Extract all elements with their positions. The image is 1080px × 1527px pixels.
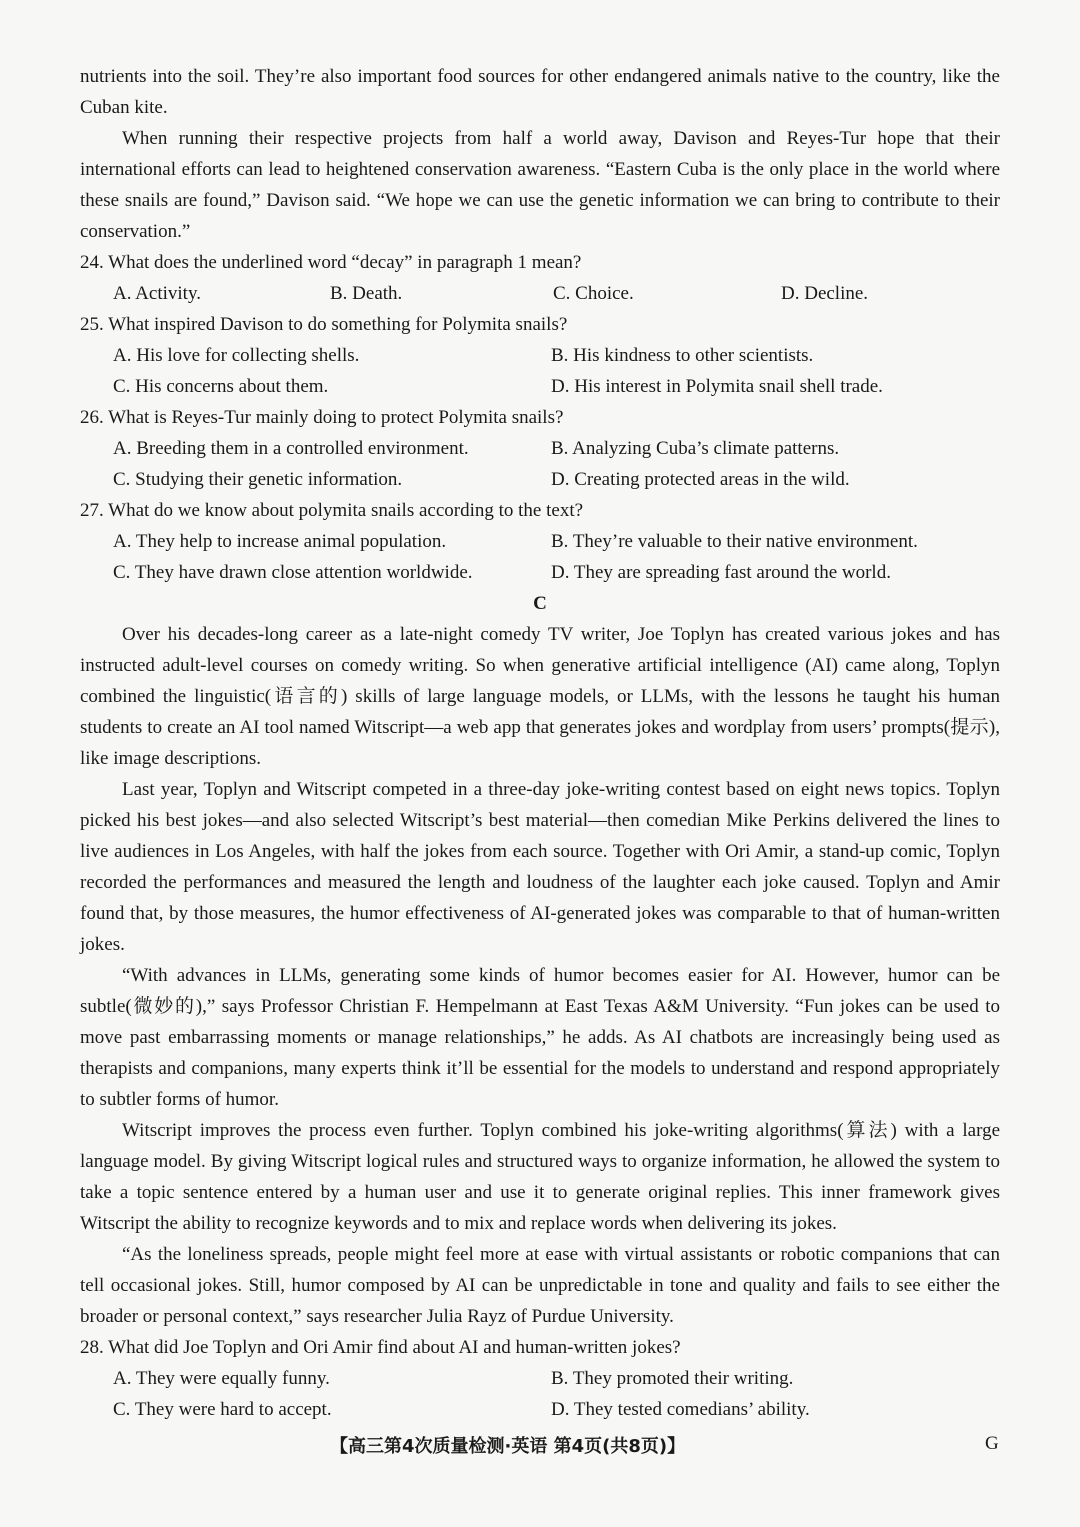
question-27-options: [80, 526, 1000, 588]
option-c: C. Studying their genetic information.: [113, 469, 403, 490]
passage-c-paragraph: “As the loneliness spreads, people might feel more at ease with virtual assistants or robotic companions that can tell occasional jokes. Still, humor composed by AI can be unpredictable in tone and quality and fails to see either the broader or personal context,” says researcher Julia Rayz of Purdue University.: [80, 1244, 1000, 1327]
option-a: A. Breeding them in a controlled environment.: [113, 438, 469, 459]
option-a: A. They were equally funny.: [113, 1368, 330, 1389]
option-b: B. They promoted their writing.: [551, 1368, 794, 1389]
option-c: C. They were hard to accept.: [113, 1399, 332, 1420]
option-d: D. They are spreading fast around the world.: [551, 562, 891, 583]
question-26-stem: 26. What is Reyes-Tur mainly doing to protect Polymita snails?: [80, 407, 564, 428]
passage-b-paragraph: nutrients into the soil. They’re also important food sources for other endangered animals native to the country, like the Cuban kite.: [80, 66, 1000, 118]
passage-c-paragraph: Over his decades-long career as a late-night comedy TV writer, Joe Toplyn has created various jokes and has instructed adult-level courses on comedy writing. So when generative artificial intelligence (AI) came along, Toplyn combined the linguistic(语言的) skills of large language models, or LLMs, with the lessons he taught his human students to create an AI tool named Witscript—a web app that generates jokes and wordplay from users’ prompts(提示), like image descriptions.: [80, 624, 1000, 769]
option-c: C. Choice.: [553, 283, 634, 304]
question-25-options: [80, 340, 1000, 402]
option-a: A. They help to increase animal population.: [113, 531, 447, 552]
option-c: C. They have drawn close attention worldwide.: [113, 562, 473, 583]
option-c: C. His concerns about them.: [113, 376, 329, 397]
passage-c-paragraph: “With advances in LLMs, generating some kinds of humor becomes easier for AI. However, humor can be subtle(微妙的),” says Professor Christian F. Hempelmann at East Texas A&M University. “Fun jokes can be used to move past embarrassing moments or manage relationships,” he adds. As AI chatbots are increasingly being used as therapists and companions, many experts think it’ll be essential for the models to understand and respond appropriately to subtler forms of humor.: [80, 965, 1000, 1110]
option-d: D. Decline.: [781, 283, 869, 304]
question-27-stem: 27. What do we know about polymita snails according to the text?: [80, 500, 584, 521]
option-b: B. His kindness to other scientists.: [551, 345, 814, 366]
passage-c-paragraph: Last year, Toplyn and Witscript competed in a three-day joke-writing contest based on eight news topics. Toplyn picked his best jokes—and also selected Witscript’s best material—then comedian Mike Perkins delivered the lines to live audiences in Los Angeles, with half the jokes from each source. Together with Ori Amir, a stand-up comic, Toplyn recorded the performances and measured the length and loudness of the laughter each joke caused. Toplyn and Amir found that, by those measures, the humor effectiveness of AI-generated jokes was comparable to that of human-written jokes.: [80, 779, 1000, 955]
question-25-stem: 25. What inspired Davison to do something for Polymita snails?: [80, 314, 568, 335]
option-d: D. His interest in Polymita snail shell trade.: [551, 376, 883, 397]
option-b: B. Analyzing Cuba’s climate patterns.: [551, 438, 840, 459]
option-b: B. Death.: [330, 283, 403, 304]
passage-b-paragraph: When running their respective projects from half a world away, Davison and Reyes-Tur hope that their international efforts can lead to heightened conservation awareness. “Eastern Cuba is the only place in the world where these snails are found,” Davison said. “We hope we can use the genetic information we can bring to contribute to their conservation.”: [80, 128, 1000, 242]
option-d: D. They tested comedians’ ability.: [551, 1399, 810, 1420]
option-d: D. Creating protected areas in the wild.: [551, 469, 850, 490]
question-24-options: [80, 278, 1000, 309]
option-b: B. They’re valuable to their native environment.: [551, 531, 918, 552]
paper-version-code: G: [985, 1433, 999, 1454]
question-26-options: [80, 433, 1000, 495]
question-28-options: [80, 1363, 1000, 1425]
passage-c-paragraph: Witscript improves the process even further. Toplyn combined his joke-writing algorithms(算法) with a large language model. By giving Witscript logical rules and structured ways to organize information, he allowed the system to take a topic sentence entered by a human user and use it to generate original replies. This inner framework gives Witscript the ability to recognize keywords and to mix and replace words when delivering its jokes.: [80, 1120, 1000, 1234]
option-a: A. Activity.: [113, 283, 201, 304]
page-footer-title: 【高三第4次质量检测·英语 第4页(共8页)】: [330, 1436, 686, 1457]
page-content: [80, 61, 1000, 1425]
question-28-stem: 28. What did Joe Toplyn and Ori Amir find about AI and human-written jokes?: [80, 1337, 681, 1358]
section-c-label: C: [533, 593, 547, 614]
option-a: A. His love for collecting shells.: [113, 345, 360, 366]
question-24-stem: 24. What does the underlined word “decay” in paragraph 1 mean?: [80, 252, 582, 273]
